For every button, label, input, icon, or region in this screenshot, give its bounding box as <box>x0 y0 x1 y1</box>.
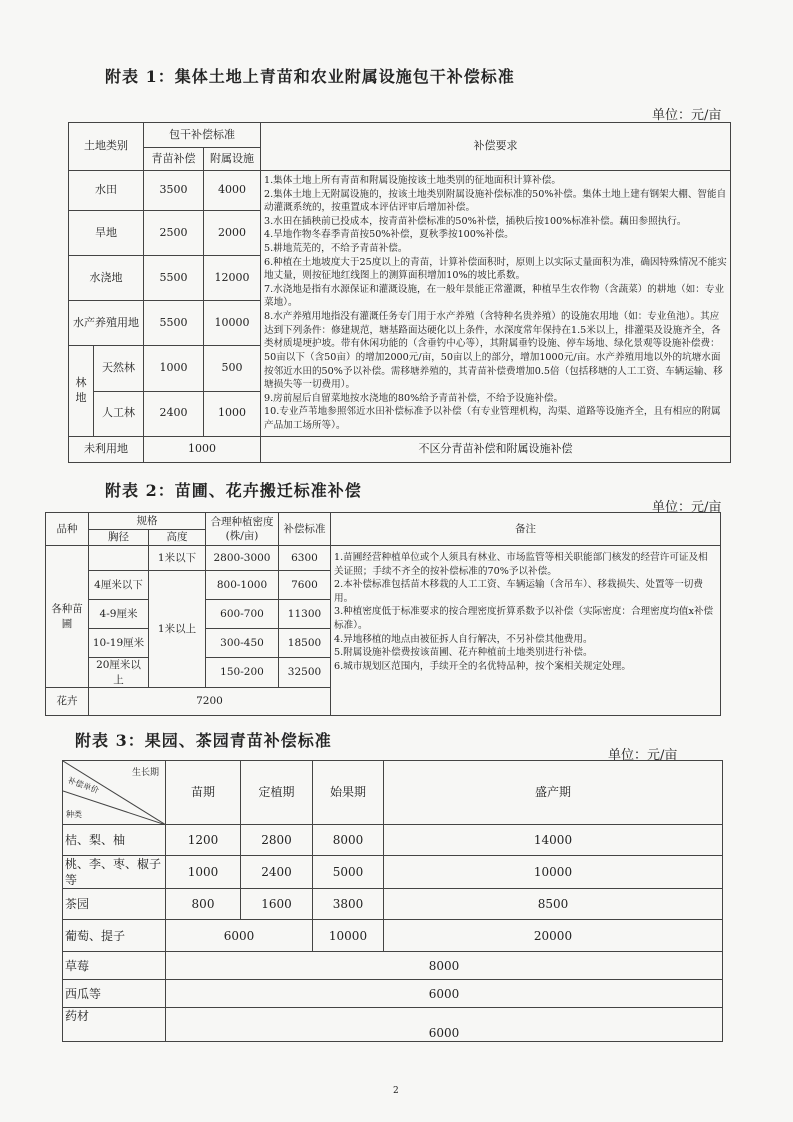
height-low: 1米以下 <box>149 546 206 571</box>
notes-list <box>331 546 721 716</box>
density: 300-450 <box>206 629 279 658</box>
facility-value: 500 <box>204 346 261 392</box>
crop-type: 桃、李、枣、椒子等 <box>63 856 166 889</box>
land-type: 水浇地 <box>69 256 144 301</box>
standard: 32500 <box>279 658 331 688</box>
land-type: 天然林 <box>94 346 144 392</box>
facility-value: 4000 <box>204 171 261 211</box>
standard: 7600 <box>279 571 331 600</box>
header-density: 合理种植密度(株/亩) <box>206 513 279 546</box>
facility-value: 12000 <box>204 256 261 301</box>
header-period: 盛产期 <box>384 761 723 825</box>
diameter: 20厘米以上 <box>89 658 149 688</box>
seedling-value: 3500 <box>144 171 204 211</box>
header-standard: 补偿标准 <box>279 513 331 546</box>
table-row <box>63 980 723 1008</box>
table1-unit: 单位：元/亩 <box>652 108 722 123</box>
corner-header <box>63 761 166 825</box>
crop-type: 药材 <box>63 1008 166 1042</box>
facility-value: 10000 <box>204 301 261 346</box>
value: 1200 <box>166 825 241 856</box>
table-row <box>63 920 723 952</box>
corner-period: 生长期 <box>131 768 159 778</box>
value: 3800 <box>313 889 384 920</box>
header-requirements: 补偿要求 <box>261 123 731 171</box>
table2-title: 附表 2：苗圃、花卉搬迁标准补偿 <box>105 481 362 500</box>
header-facility: 附属设施 <box>204 148 261 171</box>
value: 8500 <box>384 889 723 920</box>
table3 <box>62 760 723 1042</box>
value: 20000 <box>384 920 723 952</box>
value: 6000 <box>166 1008 723 1042</box>
land-type: 人工林 <box>94 391 144 436</box>
nursery-label: 各种苗圃 <box>46 546 89 688</box>
header-land-type: 土地类别 <box>69 123 144 171</box>
facility-value: 2000 <box>204 211 261 256</box>
crop-type: 葡萄、提子 <box>63 920 166 952</box>
crop-type: 草莓 <box>63 952 166 980</box>
value: 800 <box>166 889 241 920</box>
flower-value: 7200 <box>89 688 331 716</box>
table-row <box>63 825 723 856</box>
value: 14000 <box>384 825 723 856</box>
header-period: 苗期 <box>166 761 241 825</box>
land-type: 水田 <box>69 171 144 211</box>
crop-type: 桔、梨、柚 <box>63 825 166 856</box>
facility-value: 1000 <box>204 391 261 436</box>
density: 2800-3000 <box>206 546 279 571</box>
seedling-value: 5500 <box>144 301 204 346</box>
header-variety: 品种 <box>46 513 89 546</box>
density: 600-700 <box>206 600 279 629</box>
standard: 11300 <box>279 600 331 629</box>
requirement-item: 2.集体土地上无附属设施的，按该土地类别附属设施补偿标准的50%补偿。集体土地上建有钢架大棚、智能自动灌溉系统的，按重置成本评估评审后增加补偿。 <box>264 188 727 214</box>
crop-type: 茶园 <box>63 889 166 920</box>
diameter: 4厘米以下 <box>89 571 149 600</box>
table2-unit: 单位：元/亩 <box>652 500 722 515</box>
header-height: 高度 <box>149 530 206 546</box>
land-type: 水产养殖用地 <box>69 301 144 346</box>
header-seedling: 青苗补偿 <box>144 148 204 171</box>
value: 8000 <box>166 952 723 980</box>
requirements-list <box>261 171 731 437</box>
note-item: 3.种植密度低于标准要求的按合理密度折算系数予以补偿（实际密度：合理密度均值x补偿标准）。 <box>334 606 714 632</box>
seedling-value: 2500 <box>144 211 204 256</box>
requirement-item: 10.专业芦苇地参照邻近水田补偿标准予以补偿（有专业管理机构，沟渠、道路等设施齐全，且有相应的附属产品加工场所等）。 <box>264 406 721 431</box>
unused-note: 不区分青苗补偿和附属设施补偿 <box>261 436 731 462</box>
standard: 18500 <box>279 629 331 658</box>
seedling-value: 2400 <box>144 391 204 436</box>
header-period: 定植期 <box>241 761 313 825</box>
header-spec: 规格 <box>89 513 206 530</box>
diameter: 10-19厘米 <box>89 629 149 658</box>
note-item: 5.附属设施补偿费按该苗圃、花卉种植前土地类别进行补偿。 <box>334 647 593 659</box>
table3-title: 附表 3：果园、茶园青苗补偿标准 <box>75 731 332 750</box>
table-row <box>46 546 721 571</box>
requirement-item: 7.水浇地是指有水源保证和灌溉设施，在一般年景能正常灌溉，种植旱生农作物（含蔬菜）的耕地（如：专业菜地）。 <box>264 283 725 309</box>
value: 1000 <box>166 856 241 889</box>
requirement-item: 1.集体土地上所有青苗和附属设施按该土地类别的征地面积计算补偿。 <box>264 175 561 186</box>
value: 6000 <box>166 920 313 952</box>
value: 2800 <box>241 825 313 856</box>
header-group: 包干补偿标准 <box>144 123 261 148</box>
seedling-value: 1000 <box>144 346 204 392</box>
crop-type: 西瓜等 <box>63 980 166 1008</box>
table2 <box>45 512 721 716</box>
requirement-item: 5.耕地荒芜的，不给予青苗补偿。 <box>264 243 408 255</box>
seedling-value: 5500 <box>144 256 204 301</box>
corner-price: 补偿单价 <box>66 775 100 796</box>
value: 5000 <box>313 856 384 889</box>
forest-label: 林地 <box>69 346 94 437</box>
header-period: 始果期 <box>313 761 384 825</box>
table-row <box>69 436 731 462</box>
land-type: 旱地 <box>69 211 144 256</box>
note-item: 2.本补偿标准包括苗木移栽的人工工资、车辆运输（含吊车）、移栽损失、处置等一切费用。 <box>334 579 703 604</box>
page-number: 2 <box>393 1086 399 1096</box>
diameter: 4-9厘米 <box>89 600 149 629</box>
table-row <box>63 1008 723 1042</box>
value: 2400 <box>241 856 313 889</box>
header-diameter: 胸径 <box>89 530 149 546</box>
note-item: 6.城市规划区范围内，手续开全的名优特品种，按个案相关规定处理。 <box>334 660 631 672</box>
note-item: 1.苗圃经营种植单位或个人须具有林业、市场监管等相关职能部门核发的经营许可证及相关证照；手续不齐全的按补偿标准的70%予以补偿。 <box>334 552 708 577</box>
standard: 6300 <box>279 546 331 571</box>
table-row <box>69 171 731 211</box>
value: 8000 <box>313 825 384 856</box>
requirement-item: 4.旱地作物冬春季青苗按50%补偿，夏秋季按100%补偿。 <box>264 229 514 241</box>
requirement-item: 6.种植在土地坡度大于25度以上的青苗，计算补偿面积时，原则上以实际丈量面积为准，确因特殊情况不能实地丈量，则按征地红线图上的测算面积增加10%的坡比系数。 <box>264 256 727 282</box>
header-notes: 备注 <box>331 513 721 546</box>
table-row <box>63 889 723 920</box>
corner-type: 种类 <box>66 810 82 820</box>
requirement-item: 9.房前屋后自留菜地按水浇地的80%给予青苗补偿，不给予设施补偿。 <box>264 392 564 404</box>
density: 800-1000 <box>206 571 279 600</box>
table3-unit: 单位：元/亩 <box>608 748 678 763</box>
requirement-item: 3.水田在插秧前已投成本，按青苗补偿标准的50%补偿，插秧后按100%标准补偿。藕田参照执行。 <box>264 215 687 227</box>
height-high: 1米以上 <box>149 571 206 688</box>
land-type: 未利用地 <box>69 436 144 462</box>
density: 150-200 <box>206 658 279 688</box>
requirement-item: 8.水产养殖用地指没有灌溉任务专门用于水产养殖（含特种名贵养殖）的设施农用地（如：专业鱼池）。其应达到下列条件：修建规范，塘基路面达硬化以上条件，水深度常年保持在1.5米以上，排灌渠及设施齐全，各类材质堤埂护坡。带有休闲功能的（含垂钓中心等），其附属垂钓设施、停车场地、绿化景观等设施补偿费：50亩以下（含50亩）的增加2000元/亩，50亩以上的部分，增加1000元/亩。水产养殖用地以外的坑塘水面按邻近水田的50%予以补偿。需移塘养殖的，其青苗补偿费增加0.5倍（包括移塘的人工工资、车辆运输、移塘损失等一切费用）。 <box>264 311 723 391</box>
table-row <box>63 952 723 980</box>
value: 1600 <box>241 889 313 920</box>
flower-label: 花卉 <box>46 688 89 716</box>
value: 6000 <box>166 980 723 1008</box>
table-row <box>63 856 723 889</box>
table1 <box>68 122 731 463</box>
note-item: 4.异地移植的地点由被征拆人自行解决，不另补偿其他费用。 <box>334 633 593 645</box>
table1-title: 附表 1：集体土地上青苗和农业附属设施包干补偿标准 <box>105 67 515 86</box>
diameter <box>89 546 149 571</box>
unused-value: 1000 <box>144 436 261 462</box>
value: 10000 <box>313 920 384 952</box>
value: 10000 <box>384 856 723 889</box>
